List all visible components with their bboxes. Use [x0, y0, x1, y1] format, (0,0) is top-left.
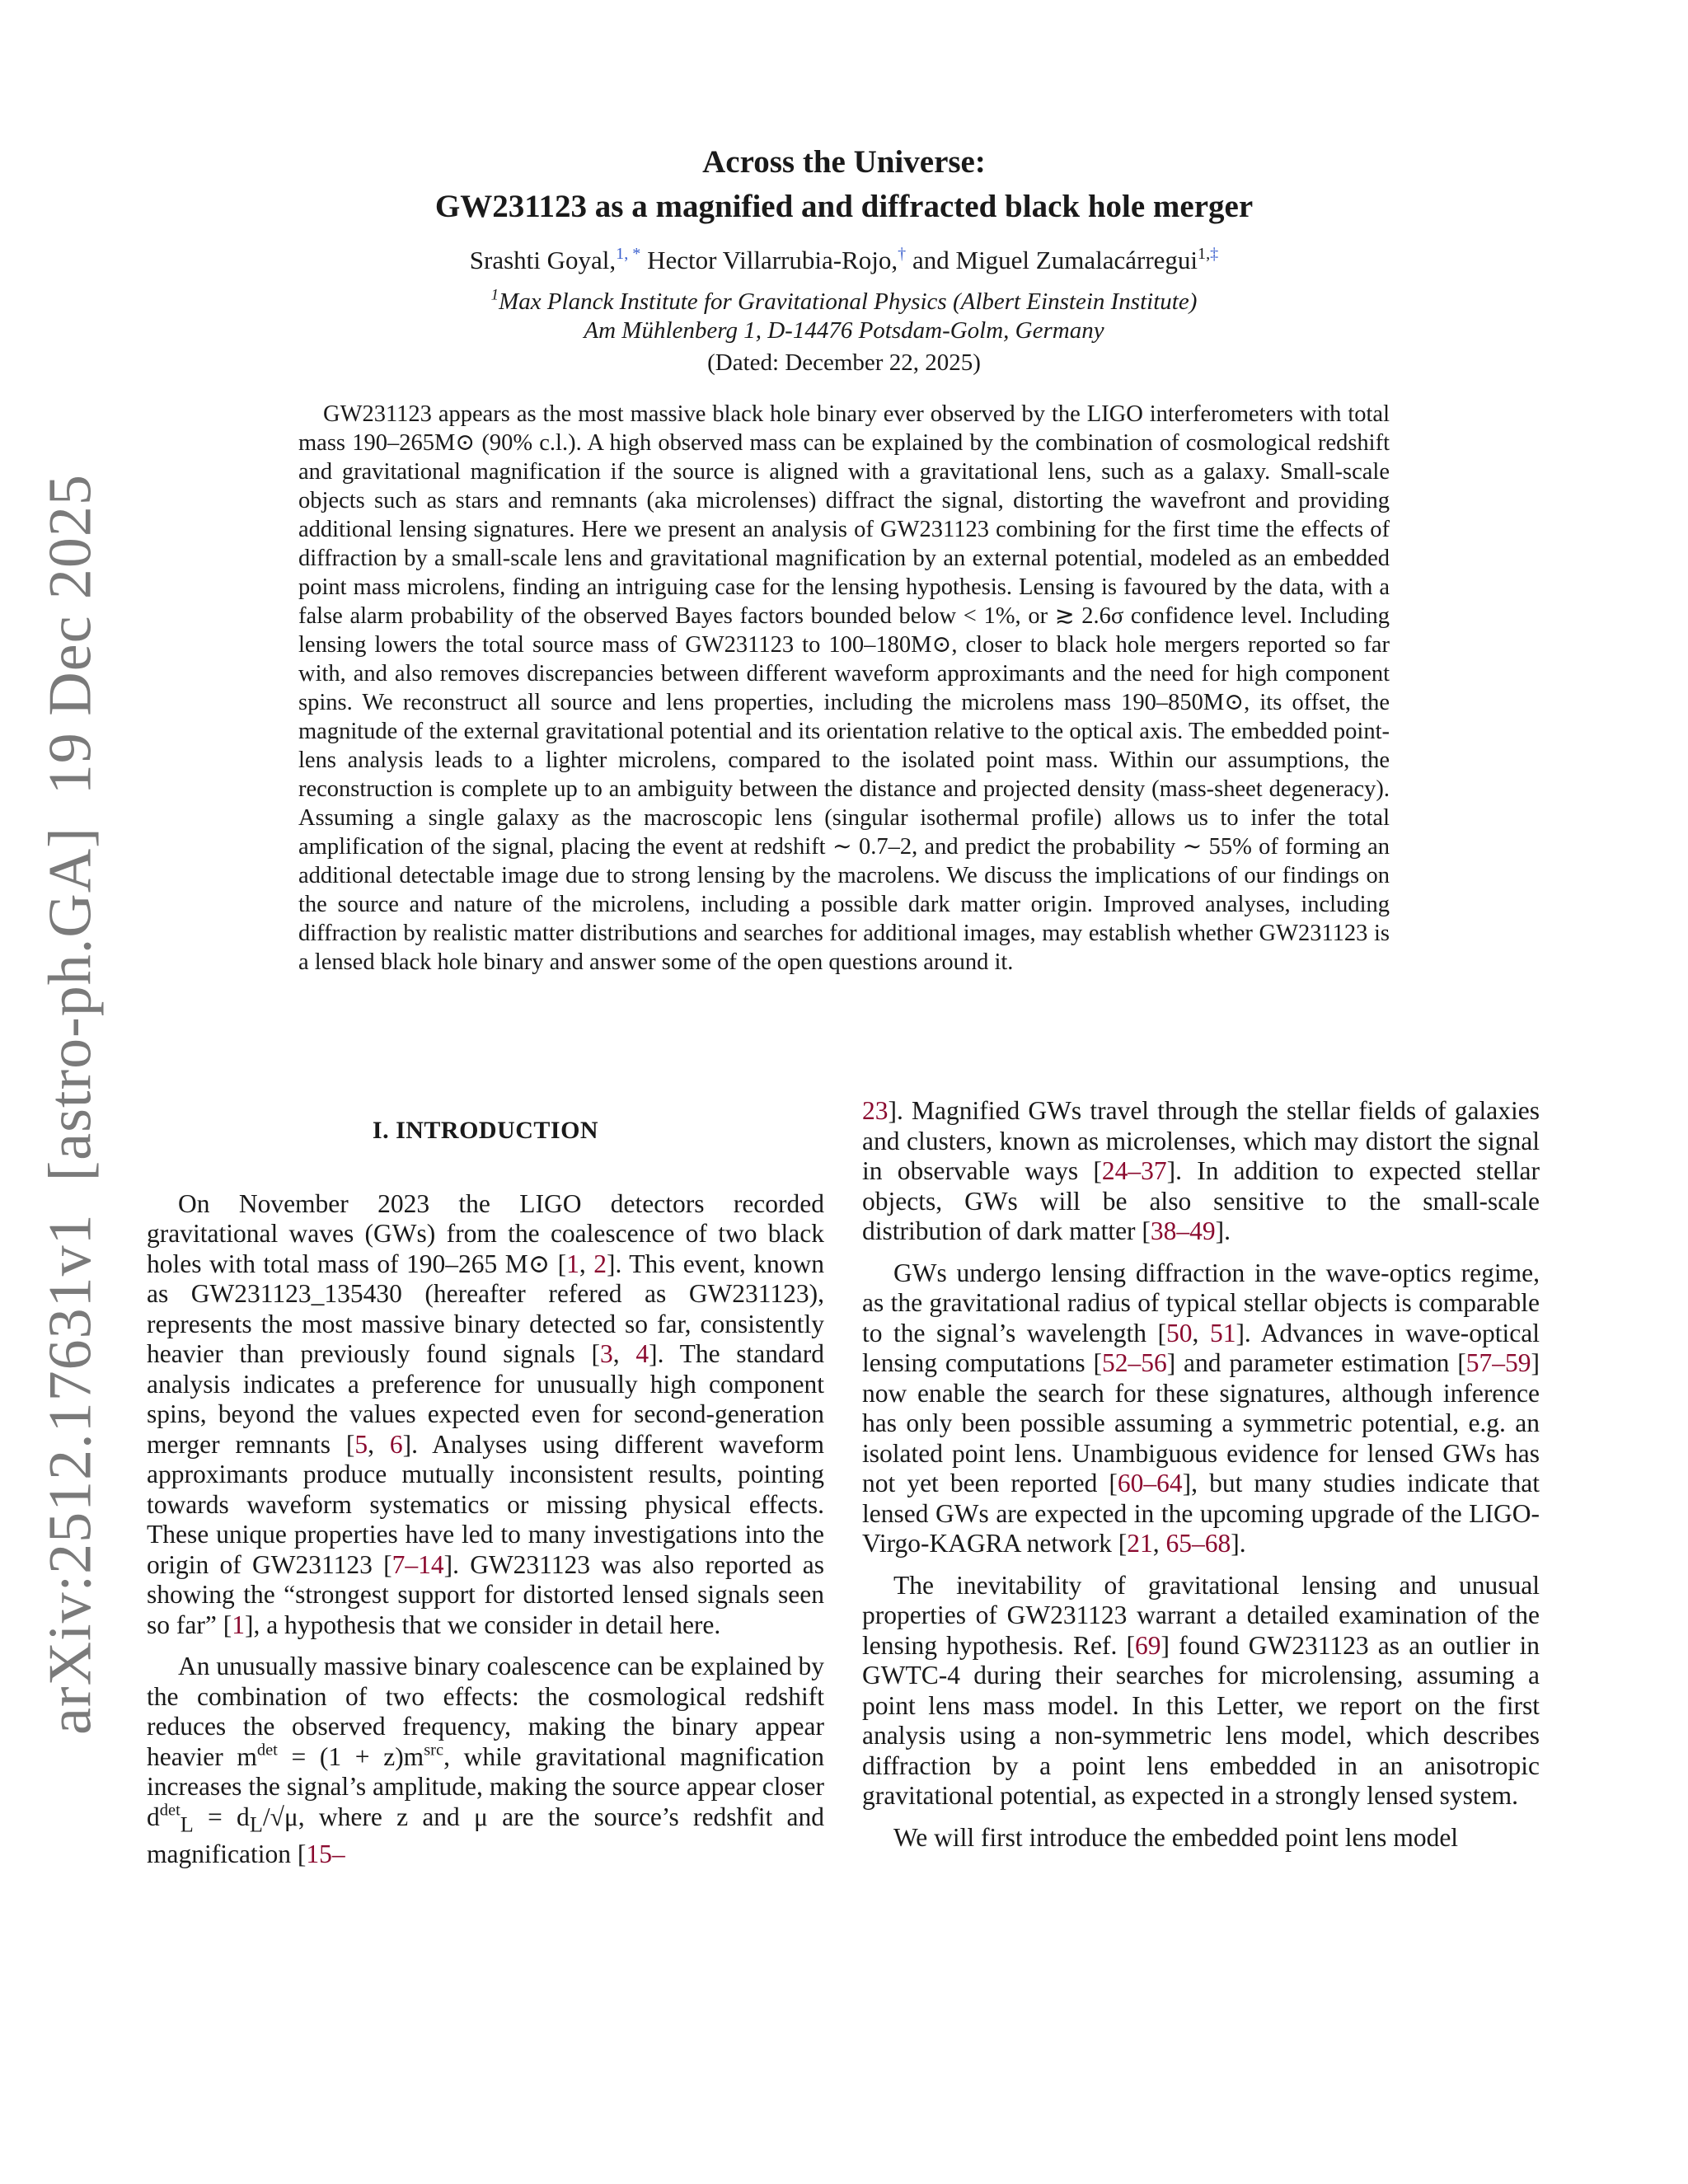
citation-link[interactable]: 5: [354, 1429, 368, 1459]
citation-link[interactable]: 51: [1209, 1318, 1236, 1347]
citation-link[interactable]: 4: [635, 1339, 649, 1368]
intro-paragraph-3: GWs undergo lensing diffraction in the wave-optics regime, as the gravitational radius of typical stellar objects is comparable to the signal’s wavelength [50, 51]. Advances in wave-optical lensing computations [52–56] and parameter estimation [57–59] now enable the search for these signatures, although inference has only been possible assuming a symmetric potential, e.g. an isolated point lens. Unambiguous evidence for lensed GWs has not yet been reported [60–64], but many studies indicate that lensed GWs are expected in the upcoming upgrade of the LIGO-Virgo-KAGRA network [21, 65–68].: [862, 1258, 1540, 1558]
author-zumalacarregui: Miguel Zumalacárregui: [955, 246, 1198, 274]
dated-line: (Dated: December 22, 2025): [707, 349, 981, 376]
citation-link[interactable]: 57–59: [1465, 1348, 1531, 1377]
left-column: [147, 1096, 824, 1870]
arxiv-category: [astro-ph.GA]: [36, 827, 105, 1182]
title-line-1: Across the Universe:: [702, 144, 986, 180]
affiliation-line-1: Max Planck Institute for Gravitational Physics (Albert Einstein Institute): [499, 288, 1198, 315]
citation-link[interactable]: 69: [1134, 1630, 1161, 1660]
citation-link[interactable]: 15–: [306, 1840, 345, 1869]
citation-link[interactable]: 60–64: [1117, 1469, 1183, 1497]
author-villarrubia: Hector Villarrubia-Rojo,: [647, 246, 898, 274]
abstract-text: GW231123 appears as the most massive black hole binary ever observed by the LIGO interferometers with total mass 190–265M⊙ (90% c.l.). A high observed mass can be explained by the combination of cosmological redshift and gravitational magnification if the source is aligned with a gravitational lens, such as a galaxy. Small-scale objects such as stars and remnants (aka microlenses) diffract the signal, distorting the wavefront and providing additional lensing signatures. Here we present an analysis of GW231123 combining for the first time the effects of diffraction by a small-scale lens and gravitational magnification by an external potential, modeled as an embedded point mass microlens, finding an intriguing case for the lensing hypothesis. Lensing is favoured by the data, with a false alarm probability of the observed Bayes factors bounded below < 1%, or ≳ 2.6σ confidence level. Including lensing lowers the total source mass of GW231123 to 100–180M⊙, closer to black hole mergers reported so far with, and also removes discrepancies between different waveform approximants and the need for high component spins. We reconstruct all source and lens properties, including the microlens mass 190–850M⊙, its offset, the magnitude of the external gravitational potential and its orientation relative to the optical axis. The embedded point-lens analysis leads to a lighter microlens, compared to the isolated point mass. Within our assumptions, the reconstruction is complete up to an ambiguity between the distance and projected density (mass-sheet degeneracy). Assuming a single galaxy as the macroscopic lens (singular isothermal profile) allows us to infer the total amplification of the signal, placing the event at redshift ∼ 0.7–2, and predict the probability ∼ 55% of forming an additional detectable image due to strong lensing by the macrolens. We discuss the implications of our findings on the source and nature of the microlens, including a possible dark matter origin. Improved analyses, including diffraction by realistic matter distributions and searches for additional images, may establish whether GW231123 is a lensed black hole binary and answer some of the open questions around it.: [298, 401, 1390, 975]
citation-link[interactable]: 38–49: [1150, 1216, 1216, 1245]
author-zumalacarregui-aff: 1,: [1198, 244, 1211, 263]
intro-paragraph-5: We will first introduce the embedded point lens model: [893, 1822, 1459, 1852]
citation-link[interactable]: 7–14: [392, 1549, 444, 1579]
arxiv-date: 19 Dec 2025: [36, 474, 105, 795]
affiliation-line-2: Am Mühlenberg 1, D-14476 Potsdam-Golm, Germany: [584, 317, 1104, 344]
intro-paragraph-4: The inevitability of gravitational lensing and unusual properties of GW231123 warrant a detailed examination of the lensing hypothesis. Ref. [69] found GW231123 as an outlier in GWTC-4 during their searches for microlensing, assuming a point lens mass model. In this Letter, we report on the first analysis using a non-symmetric lens model, which describes diffraction by a point lens embedded in an anisotropic gravitational potential, as expected in a strongly lensed system.: [862, 1570, 1540, 1810]
affiliation: [0, 288, 1688, 345]
citation-link[interactable]: 1: [232, 1610, 245, 1639]
citation-link[interactable]: 23: [862, 1096, 889, 1125]
author-zumalacarregui-mark[interactable]: ‡: [1210, 244, 1219, 263]
title-line-2: GW231123 as a magnified and diffracted black hole merger: [434, 189, 1254, 224]
citation-link[interactable]: 6: [389, 1429, 403, 1459]
citation-link[interactable]: 1: [566, 1249, 579, 1278]
abstract: [298, 400, 1390, 977]
author-list: [0, 244, 1688, 277]
right-column: [862, 1096, 1540, 1853]
citation-link[interactable]: 2: [593, 1249, 607, 1278]
arxiv-sidebar-stamp: [36, 474, 106, 1735]
affiliation-mark: 1: [490, 286, 499, 304]
intro-paragraph-1: On November 2023 the LIGO detectors recorded gravitational waves (GWs) from the coalescence of two black holes with total mass of 190–265 M⊙ [1, 2]. This event, known as GW231123_135430 (hereafter refered as GW231123), represents the most massive binary detected so far, consistently heavier than previously found signals [3, 4]. The standard analysis indicates a preference for unusually high component spins, beyond the values expected even for second-generation merger remnants [5, 6]. Analyses using different waveform approximants produce mutually inconsistent results, pointing towards waveform systematics or missing physical effects. These unique properties have led to many investigations into the origin of GW231123 [7–14]. GW231123 was also reported as showing the “strongest support for distorted lensed signals seen so far” [1], a hypothesis that we consider in detail here.: [147, 1188, 824, 1639]
author-villarrubia-mark[interactable]: †: [898, 244, 907, 263]
intro-paragraph-2-continued: 23]. Magnified GWs travel through the stellar fields of galaxies and clusters, known as microlenses, which may distort the signal in observable ways [24–37]. In addition to expected stellar objects, GWs will be also sensitive to the small-scale distribution of dark matter [38–49].: [862, 1096, 1540, 1245]
arxiv-id: arXiv:2512.17631v1: [36, 1213, 105, 1735]
citation-link[interactable]: 65–68: [1165, 1529, 1231, 1558]
citation-link[interactable]: 3: [599, 1339, 613, 1368]
author-goyal-mark[interactable]: 1, *: [616, 244, 641, 263]
citation-link[interactable]: 52–56: [1101, 1348, 1167, 1377]
author-and: and: [912, 246, 950, 274]
citation-link[interactable]: 50: [1166, 1318, 1193, 1347]
author-goyal: Srashti Goyal,: [469, 246, 617, 274]
citation-link[interactable]: 21: [1127, 1529, 1153, 1558]
citation-link[interactable]: 24–37: [1101, 1156, 1167, 1185]
intro-paragraph-2: An unusually massive binary coalescence can be explained by the combination of two effects: the cosmological redshift reduces the observed frequency, making the binary appear heavier $m^{det} = (1 + z)m^{src}$, while gravitational magnification increases the signal’s amplitude, making the source appear closer $d^{det}_L = d_L/√\mu$, where z and μ are the source’s redshfit and magnification [15–: [147, 1652, 824, 1869]
paper-title: [0, 140, 1688, 229]
section-heading-introduction: I. INTRODUCTION: [372, 1117, 599, 1144]
